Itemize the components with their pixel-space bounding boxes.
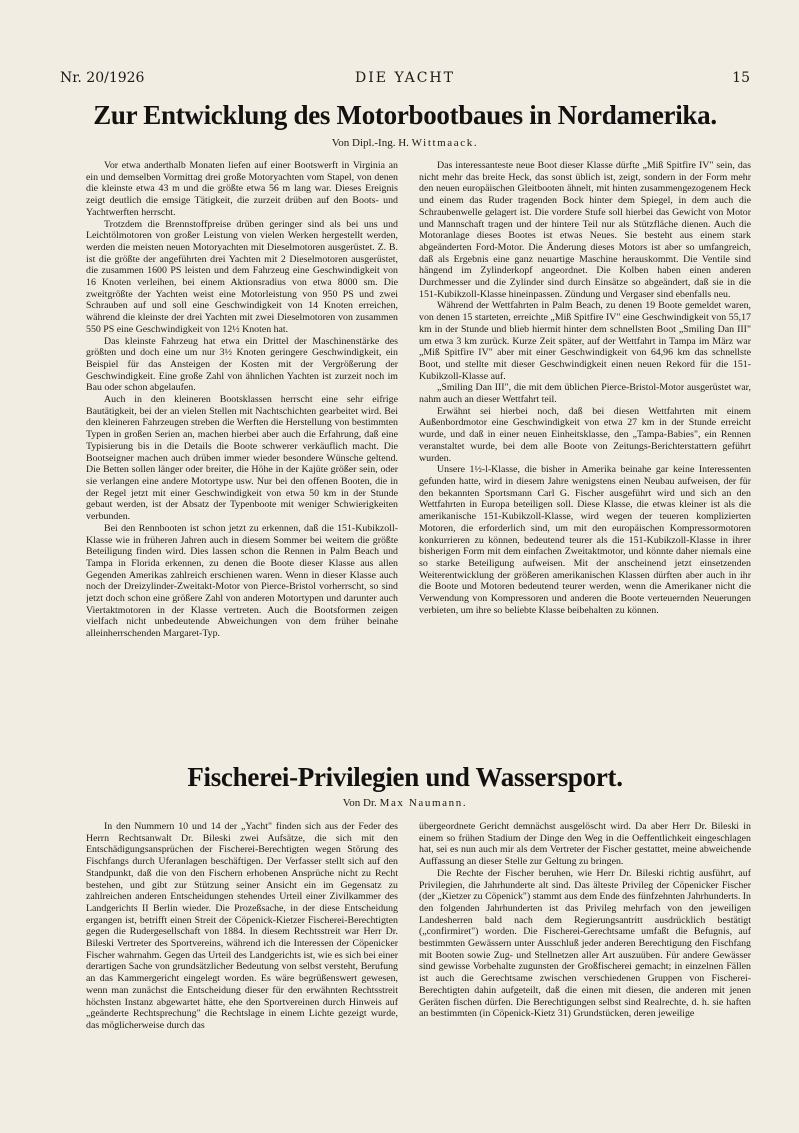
article-byline — [60, 797, 750, 809]
paragraph: Das interessanteste neue Boot dieser Klasse dürfte „Miß Spitfire IV" sein, das nicht mehr das breite Heck, das sonst üblich ist, zeigt, sondern in der Form mehr den neuen europäischen Gleitbooten ähnelt, mit hinten zusammengezogenem Heck und einem das Ruder tragenden Bock hinter dem Spiegel, in dem auch die Schraubenwelle gelagert ist. Die vordere Stufe soll hierbei das Gewicht von Motor und Mannschaft tragen und der hintere Teil nur als Stützfläche dienen. Auch die Motoranlage dieses Bootes ist etwas Neues. Sie besteht aus einem stark abgeänderten Ford-Motor. Die Änderung dieses Motors ist aber so umfangreich, daß als Ergebnis eine ganz neuartige Maschine herauskommt. Die Ventile sind hängend im Zylinderkopf angeordnet. Die Kolben haben einen anderen Durchmesser und die Zylinder sind durch Einsätze so abgeändert, daß sie in die 151-Kubikzoll-Klasse hineinpassen. Zündung und Vergaser sind ebenfalls neu. — [419, 160, 751, 300]
article-byline — [60, 137, 750, 149]
paragraph: In den Nummern 10 und 14 der „Yacht" finden sich aus der Feder des Herrn Rechtsanwalt Dr. Bileski zwei Aufsätze, die sich mit den Entschädigungsansprüchen der Fischerei-Berechtigten wegen Störung des Fischfangs durch Uferanlagen beschäftigen. Der Verfasser stellt sich auf den Standpunkt, daß die von den Fischern erhobenen Ansprüche nicht zu Recht bestehen, und gibt zur Stützung seiner Ansicht ein im Gegensatz zu zahlreichen anderen Entscheidungen stehendes Urteil einer Zivilkammer des Landgerichts II Berlin wieder. Die Prozeßsache, in der diese Entscheidung ergangen ist, betrifft einen Streit der Cöpenick-Kietzer Fischerei-Berechtigten gegen die Rudergesellschaft von 1884. In diesem Rechtsstreit war Herr Dr. Bileski Vertreter des Sportvereins, während ich die Interessen der Cöpenicker Fischer wahrnahm. Gegen das Urteil des Landgerichts ist, wie es sich bei einer derartigen Sache von grundsätzlicher Bedeutung von selbst versteht, Berufung an das Kammergericht eingelegt worden. Es wäre begrüßenswert gewesen, wenn man zunächst die Entscheidung dieser für den erwähnten Rechtsstreit höchsten Instanz abgewartet hätte, ehe den Sportvereinen durch Hinweis auf „geänderte Rechtsprechung" die Rechtslage in einem Lichte gezeigt wurde, das möglicherweise durch das — [86, 821, 398, 1031]
running-header — [60, 70, 750, 92]
byline-prefix: Von Dr. — [342, 797, 380, 809]
paragraph: Die Rechte der Fischer beruhen, wie Herr Dr. Bileski richtig ausführt, auf Privilegien, die Jahrhunderte alt sind. Das älteste Privileg der Cöpenicker Fischer (der „Kietzer zu Cöpenick") stammt aus dem Ende des fünfzehnten Jahrhunderts. In den folgenden Jahrhunderten ist das Privileg mehrfach von den jeweiligen Landesherren bald nach dem Regierungsantritt ausdrücklich bestätigt („confirmiret") worden. Die Fischerei-Gerechtsame umfaßt die Befugnis, auf bestimmten Gewässern unter Ausschluß jeder anderen Berechtigung den Fischfang mit Booten sowie Zug- und Stellnetzen aller Art auszuüben. Für andere Gewässer sind gewisse Vorbehalte zugunsten der Großfischerei gemacht; in einzelnen Fällen ist auch die Gerechtsame zwischen verschiedenen Gruppen von Fischerei-Berechtigten dahin aufgeteilt, daß die einen mit diesen, die anderen mit jenen Geräten fischen dürfen. Die Berechtigungen selbst sind Realrechte, d. h. sie haften an bestimmten (in Cöpenick-Kietz 31) Grundstücken, deren jeweilige — [419, 867, 751, 1020]
paragraph: Auch in den kleineren Bootsklassen herrscht eine sehr eifrige Bautätigkeit, bei der an vielen Stellen mit Nachtschichten gearbeitet wird. Bei den kleineren Fahrzeugen streben die Werften die Herstellung von bestimmten Typen in großen Serien an, machen hierbei aber auch die Erfahrung, daß eine Typisierung bis in die Details die Boote schwerer verkäuflich macht. Die Bootseigner machen auch drüben immer wieder besondere Wünsche geltend. Die Betten sollen länger oder breiter, die Höhe in der Kajüte größer sein, oder sie verlangen eine andere Motortype usw. Nur bei den offenen Booten, die in der Regel jetzt mit einer Geschwindigkeit von etwa 50 km in der Stunde gebaut werden, ist der Absatz der Typenboote mit weniger Schwierigkeiten verbunden. — [86, 394, 398, 523]
article-title: Fischerei-Privilegien und Wassersport. — [187, 762, 623, 792]
article-title: Zur Entwicklung des Motorbootbaues in Nordamerika. — [93, 100, 717, 130]
paragraph: Das kleinste Fahrzeug hat etwa ein Drittel der Maschinenstärke des größten und doch eine um nur 3½ Knoten geringere Geschwindigkeit, ein Beispiel für das Ansteigen der Kosten mit der Vergrößerung der Geschwindigkeit. Eine große Zahl von ähnlichen Yachten ist zurzeit noch im Bau oder schon abgelaufen. — [86, 335, 398, 394]
author-name: Wittmaack. — [411, 137, 479, 149]
article-column-left — [86, 821, 398, 1121]
article-column-left — [86, 160, 398, 718]
paragraph: übergeordnete Gericht demnächst ausgelöscht wird. Da aber Herr Dr. Bileski in einem so frühen Stadium der Dinge den Weg in die Oeffentlichkeit eingeschlagen hat, sei es nun auch mir als dem Vertreter der Fischer gestattet, meine abweichende Auffassung an dieser Stelle zur Geltung zu bringen. — [419, 821, 751, 868]
paragraph: Erwähnt sei hierbei noch, daß bei diesen Wettfahrten mit einem Außenbordmotor eine Geschwindigkeit von etwa 27 km in der Stunde erreicht wurde, und daß in einer neuen Einheitsklasse, den „Tampa-Babies", ein Rennen veranstaltet wurde, bei dem alle Boote von Zeitungs-Berichterstattern geführt wurden. — [419, 405, 751, 464]
issue-number: Nr. 20/1926 — [60, 70, 145, 86]
author-name: Max Naumann. — [379, 797, 468, 809]
byline-prefix: Von Dipl.-Ing. H. — [331, 137, 412, 149]
article-column-right — [419, 821, 751, 1121]
article-column-right — [419, 160, 751, 718]
paragraph: Trotzdem die Brennstoffpreise drüben geringer sind als bei uns und Leichtölmotoren von großer Leistung von vielen Werken hergestellt werden, werden die meisten neuen Motoryachten mit Dieselmotoren ausgerüstet. Z. B. ist die größte der angeführten drei Yachten mit 2 Dieselmotoren ausgerüstet, die zusammen 1600 PS leisten und dem Fahrzeug eine Geschwindigkeit von 16 Knoten verleihen, bei einem Aktionsradius von etwa 8000 sm. Die zweitgrößte der Yachten weist eine Motorleistung von 950 PS und zwei Schrauben auf und soll eine Geschwindigkeit von 14 Knoten erreichen, während die kleinste der drei Yachten mit zwei Dieselmotoren von zusammen 550 PS eine Geschwindigkeit von 12½ Knoten hat. — [86, 218, 398, 335]
paragraph: Unsere 1½-l-Klasse, die bisher in Amerika beinahe gar keine Interessenten gefunden hatte, wird in diesem Jahre wenigstens einen Neubau aufweisen, der für den bekannten Sportsmann Carl G. Fischer ausgeführt wird und sich an den Wettfahrten in Europa beteiligen soll. Diese Klasse, die etwas kleiner ist als die amerikanische 151-Kubikzoll-Klasse, wird wegen der teueren komplizierten Motoren, die erforderlich sind, um mit den europäischen Kompressormotoren konkurrieren zu können, bedeutend teurer als die 151-Kubikzoll-Klasse in ihrer bisherigen Form mit dem einfachen Zweitaktmotor, und könnte daher niemals eine so starke Beteiligung aufweisen. Mit der anscheinend jetzt einsetzenden Weiterentwicklung der größeren amerikanischen Klassen dürften aber auch in ihr die Boote und Motoren bedeutend teurer werden, wenn die Amerikaner nicht die Verwendung von Kompressoren und anderen die Boote verteuernden Neuerungen verbieten, um ihre so beliebte Klasse beibehalten zu können. — [419, 464, 751, 616]
paragraph: Vor etwa anderthalb Monaten liefen auf einer Bootswerft in Virginia an ein und demselben Vormittag drei große Motoryachten vom Stapel, von denen die kleinste etwa 43 m und die größte etwa 56 m lang war. Dieses Ereignis zeigt deutlich die emsige Tätigkeit, die zurzeit drüben auf den Boots- und Yachtwerften herrscht. — [86, 160, 398, 218]
paragraph: Während der Wettfahrten in Palm Beach, zu denen 19 Boote gemeldet waren, von denen 15 starteten, erreichte „Miß Spitfire IV" eine Geschwindigkeit von 55,17 km in der Stunde und blieb hiermit hinter dem schnellsten Boot „Smiling Dan III" um etwa 3 km zurück. Kurze Zeit später, auf der Wettfahrt in Tampa im März war „Miß Spitfire IV" aber mit einer Geschwindigkeit von 64,96 km das schnellste Boot, und stellte mit dieser Geschwindigkeit einen neuen Rekord für die 151-Kubikzoll-Klasse auf. — [419, 300, 751, 382]
magazine-name: DIE YACHT — [355, 70, 455, 86]
paragraph: „Smiling Dan III", die mit dem üblichen Pierce-Bristol-Motor ausgerüstet war, nahm auch an dieser Wettfahrt teil. — [419, 382, 751, 406]
paragraph: Bei den Rennbooten ist schon jetzt zu erkennen, daß die 151-Kubikzoll-Klasse wie in früheren Jahren auch in diesem Sommer bei weitem die größte Beteiligung finden wird. Dies lassen schon die Rennen in Palm Beach und Tampa in Florida erkennen, zu denen die Boote dieser Klasse aus allen Gegenden Amerikas zahlreich erschienen waren. Wenn in dieser Klasse auch noch der Dreizylinder-Zweitakt-Motor von Pierce-Bristol vorherrscht, so sind jetzt doch schon eine größere Zahl von anderen Motortypen und darunter auch Viertaktmotoren in der Klasse vertreten. Auch die Bootsformen zeigen vielfach nicht unbedeutende Abweichungen von dem früher beinahe alleinherrschenden Margaret-Typ. — [86, 522, 398, 640]
page-number: 15 — [732, 70, 750, 86]
